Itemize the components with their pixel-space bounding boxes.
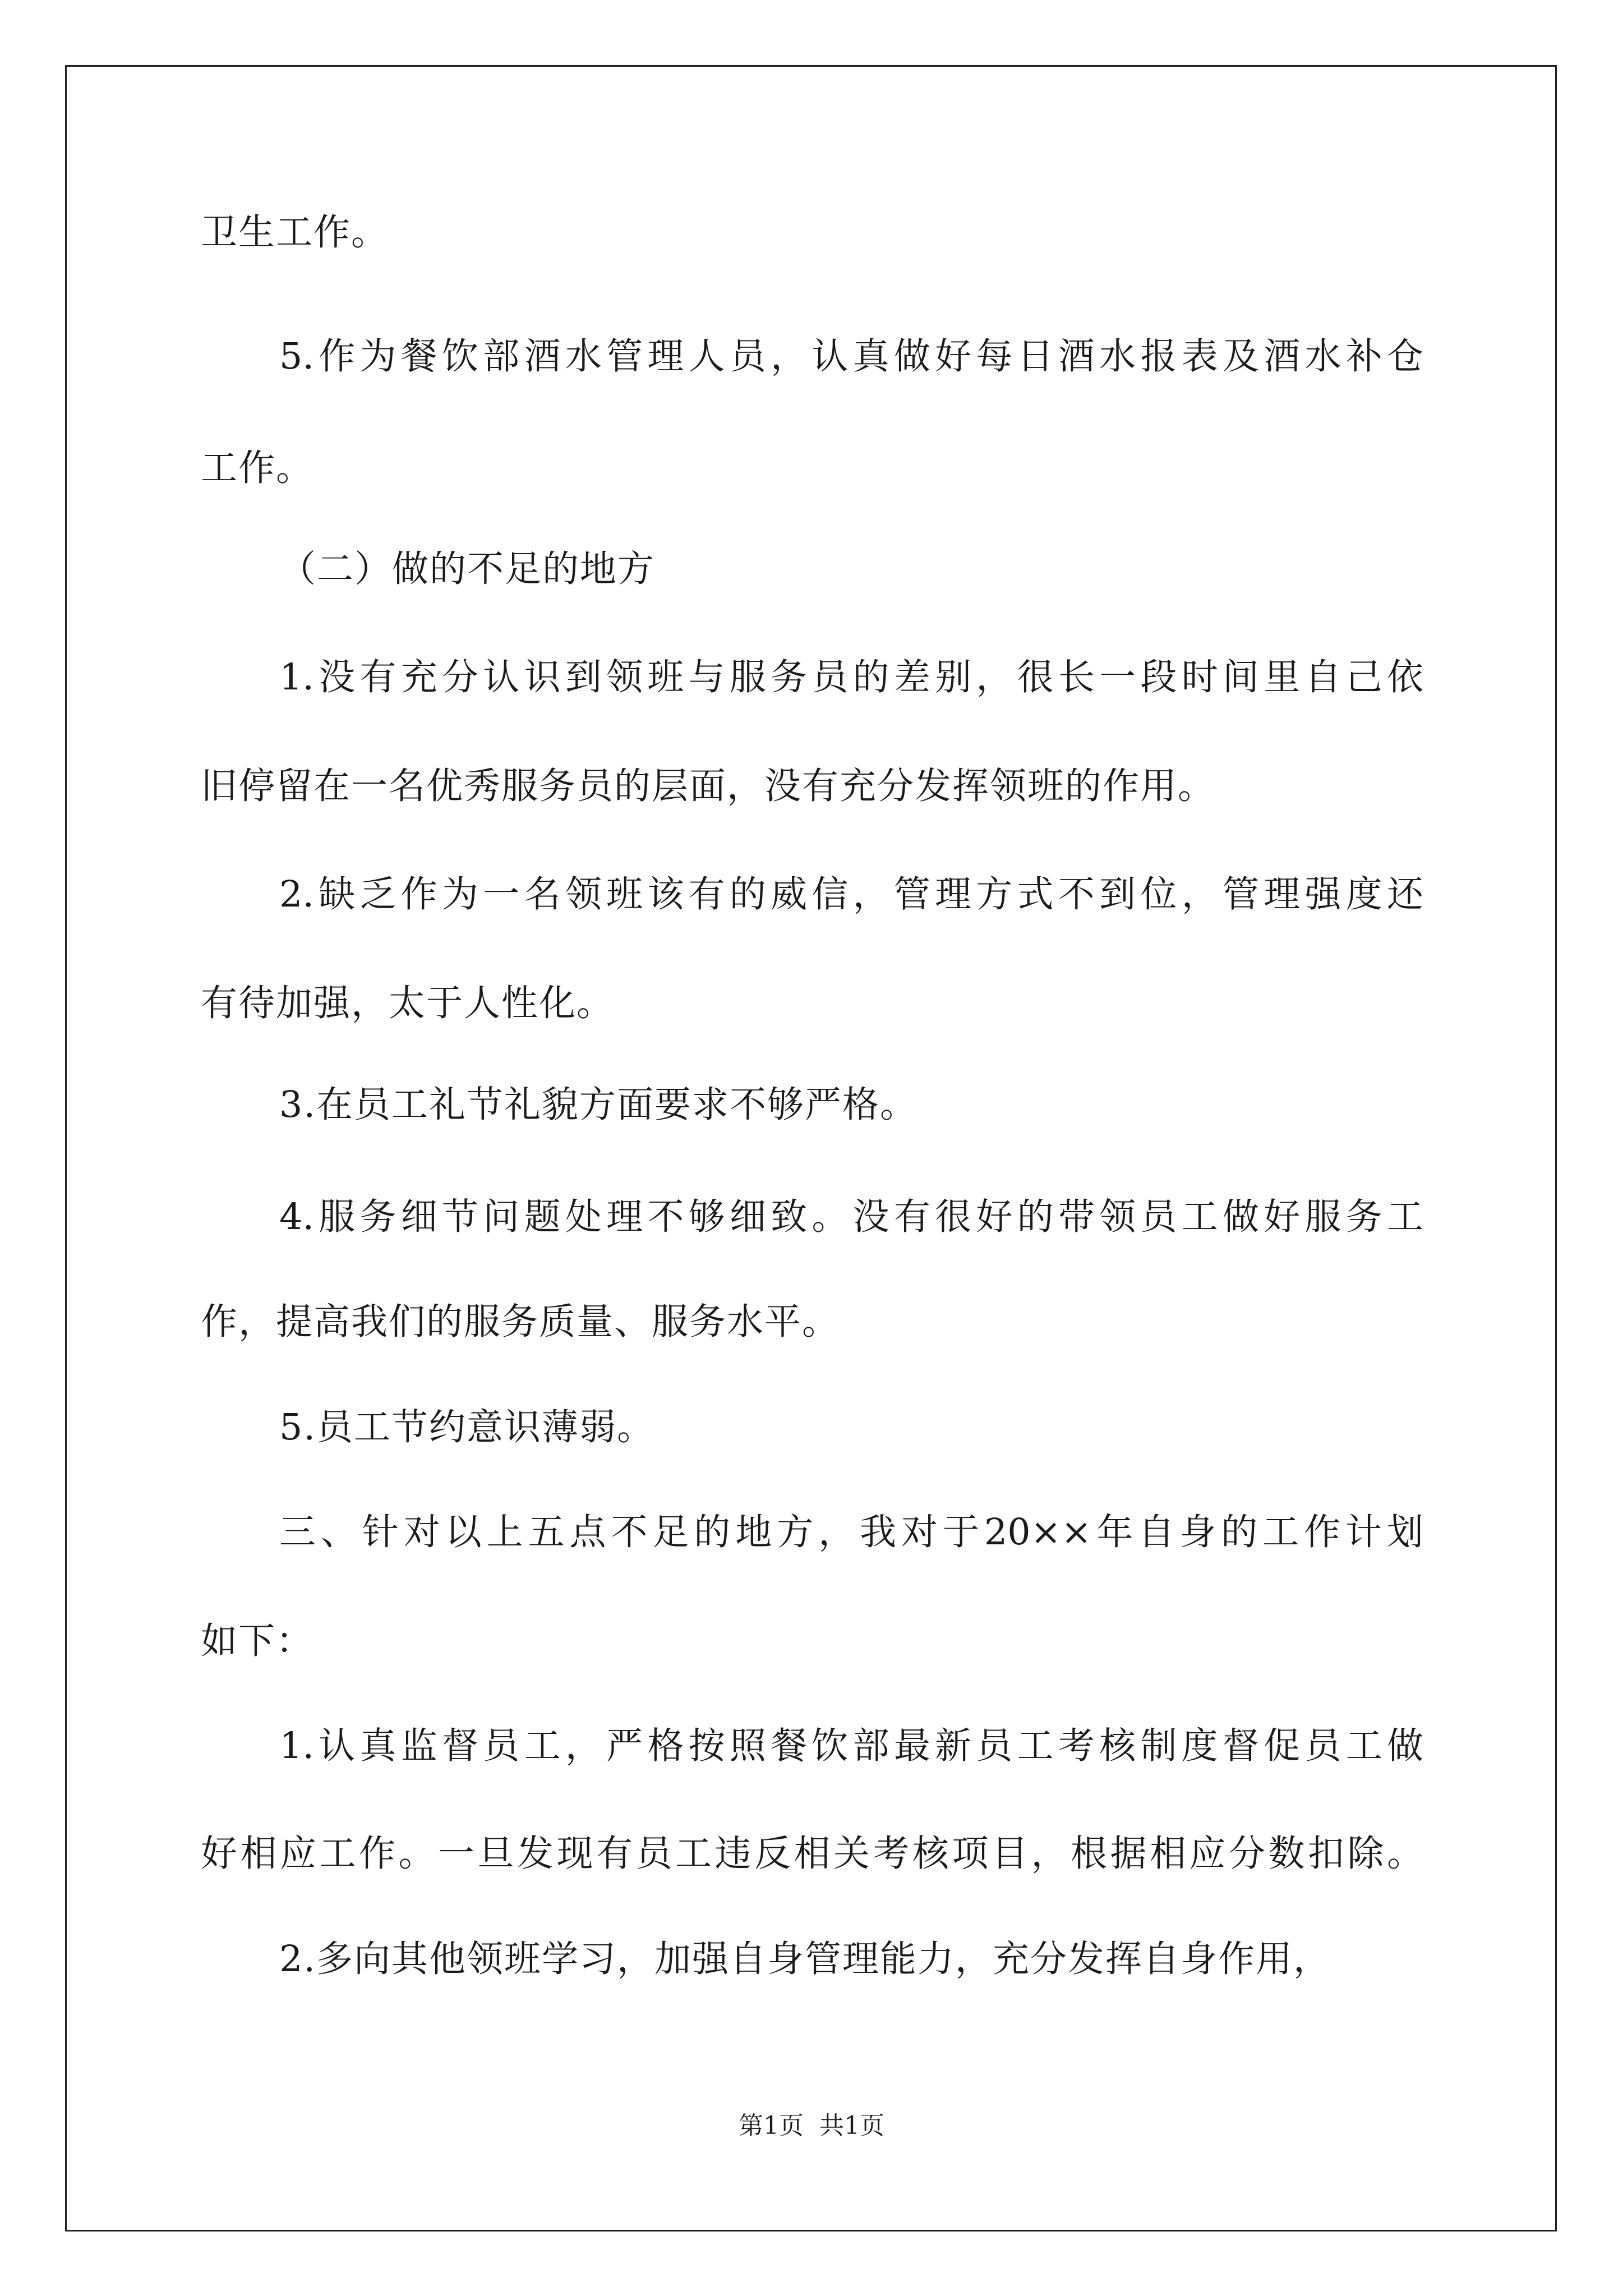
text-line: 三、针对以上五点不足的地方，我对于20××年自身的工作计划 (279, 1511, 1423, 1553)
text-line: 旧停留在一名优秀服务员的层面，没有充分发挥领班的作用。 (201, 765, 1216, 807)
text-line: 1.没有充分认识到领班与服务员的差别，很长一段时间里自己依 (279, 656, 1423, 698)
text-line: 工作。 (201, 447, 314, 489)
text-line: 作，提高我们的服务质量、服务水平。 (201, 1301, 840, 1343)
text-line: 有待加强，太于人性化。 (201, 982, 615, 1024)
text-line: 5.作为餐饮部酒水管理人员，认真做好每日酒水报表及酒水补仓 (279, 335, 1423, 378)
text-line: 2.多向其他领班学习，加强自身管理能力，充分发挥自身作用， (279, 1938, 1331, 1980)
text-line: 1.认真监督员工，严格按照餐饮部最新员工考核制度督促员工做 (279, 1725, 1423, 1767)
text-line: 好相应工作。一旦发现有员工违反相关考核项目，根据相应分数扣除。 (201, 1833, 1423, 1875)
text-line: 4.服务细节问题处理不够细致。没有很好的带领员工做好服务工 (279, 1196, 1423, 1238)
page-number: 第1页 (739, 2111, 804, 2140)
text-line: 如下： (201, 1620, 314, 1662)
section-heading: （二）做的不足的地方 (279, 548, 656, 590)
text-line: 卫生工作。 (201, 211, 389, 254)
text-line: 5.员工节约意识薄弱。 (279, 1406, 655, 1448)
text-line: 2.缺乏作为一名领班该有的威信，管理方式不到位，管理强度还 (279, 873, 1423, 915)
page-total: 共1页 (819, 2111, 884, 2140)
text-line: 3.在员工礼节礼貌方面要求不够严格。 (279, 1084, 918, 1126)
page-footer (0, 2109, 1623, 2143)
